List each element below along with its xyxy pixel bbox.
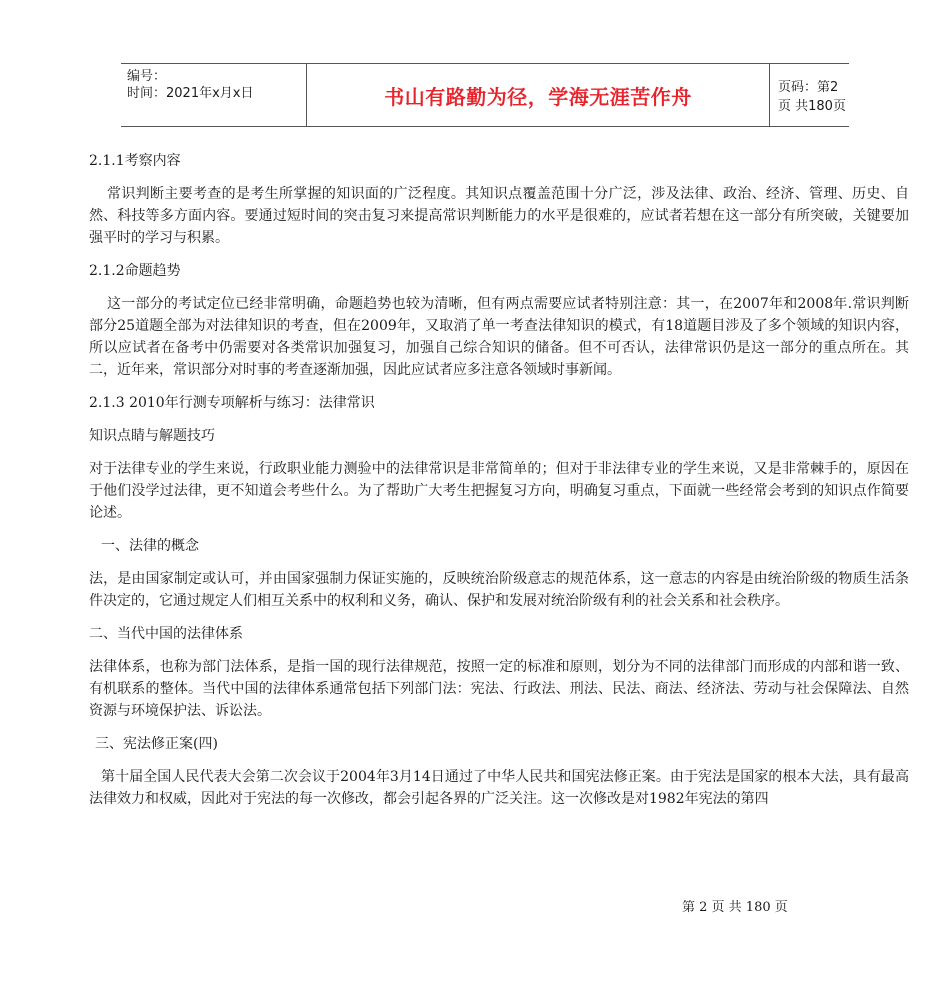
code-label: 编号： bbox=[127, 69, 167, 84]
header-meta bbox=[127, 68, 307, 102]
motto: 书山有路勤为径，学海无涯苦作舟 bbox=[384, 84, 692, 109]
time-label: 时间：2021年x月x日 bbox=[127, 86, 254, 101]
header-motto-cell bbox=[306, 64, 770, 126]
section-heading: 2.1.2命题趋势 bbox=[89, 263, 181, 279]
section-heading: 知识点睛与解题技巧 bbox=[89, 428, 215, 444]
page-header bbox=[121, 63, 849, 127]
paragraph: 常识判断主要考查的是考生所掌握的知识面的广泛程度。其知识点覆盖范围十分广泛，涉及法律、政治、经济、管理、历史、自然、科技等多方面内容。要通过短时间的突击复习来提高常识判断能力的水平是很难的，应试者若想在这一部分有所突破，关键要加强平时的学习与积累。 bbox=[89, 186, 909, 246]
section-heading: 一、法律的概念 bbox=[101, 538, 199, 554]
paragraph: 这一部分的考试定位已经非常明确，命题趋势也较为清晰，但有两点需要应试者特别注意：其一，在2007年和2008年.常识判断部分25道题全部为对法律知识的考查，但在2009年，又取消了单一考查法律知识的模式，有18道题目涉及了多个领域的知识内容，所以应试者在备考中仍需要对各类常识加强复习，加强自己综合知识的储备。但不可否认，法律常识仍是这一部分的重点所在。其二，近年来，常识部分对时事的考查逐渐加强，因此应试者应多注意各领域时事新闻。 bbox=[89, 296, 909, 378]
section-heading: 二、当代中国的法律体系 bbox=[89, 626, 243, 642]
section-heading: 2.1.3 2010年行测专项解析与练习：法律常识 bbox=[89, 395, 375, 411]
document-body bbox=[89, 150, 909, 810]
paragraph: 法律体系，也称为部门法体系，是指一国的现行法律规范，按照一定的标准和原则，划分为不同的法律部门而形成的内部和谐一致、有机联系的整体。当代中国的法律体系通常包括下列部门法：宪法、行政法、刑法、民法、商法、经济法、劳动与社会保障法、自然资源与环境保护法、诉讼法。 bbox=[89, 659, 909, 719]
paragraph: 法，是由国家制定或认可，并由国家强制力保证实施的，反映统治阶级意志的规范体系，这一意志的内容是由统治阶级的物质生活条件决定的，它通过规定人们相互关系中的权利和义务，确认、保护和发展对统治阶级有利的社会关系和社会秩序。 bbox=[89, 571, 909, 609]
section-heading: 2.1.1考察内容 bbox=[89, 153, 181, 169]
paragraph: 第十届全国人民代表大会第二次会议于2004年3月14日通过了中华人民共和国宪法修正案。由于宪法是国家的根本大法，具有最高法律效力和权威，因此对于宪法的每一次修改，都会引起各界的广泛关注。这一次修改是对1982年宪法的第四 bbox=[89, 769, 909, 807]
section-heading: 三、宪法修正案(四) bbox=[95, 736, 218, 752]
page-footer: 第 2 页 共 180 页 bbox=[682, 900, 788, 915]
paragraph: 对于法律专业的学生来说，行政职业能力测验中的法律常识是非常简单的；但对于非法律专业的学生来说，又是非常棘手的，原因在于他们没学过法律，更不知道会考些什么。为了帮助广大考生把握复习方向，明确复习重点，下面就一些经常会考到的知识点作简要论述。 bbox=[89, 461, 909, 521]
header-page-info: 页码：第2页 共180页 bbox=[778, 80, 846, 114]
